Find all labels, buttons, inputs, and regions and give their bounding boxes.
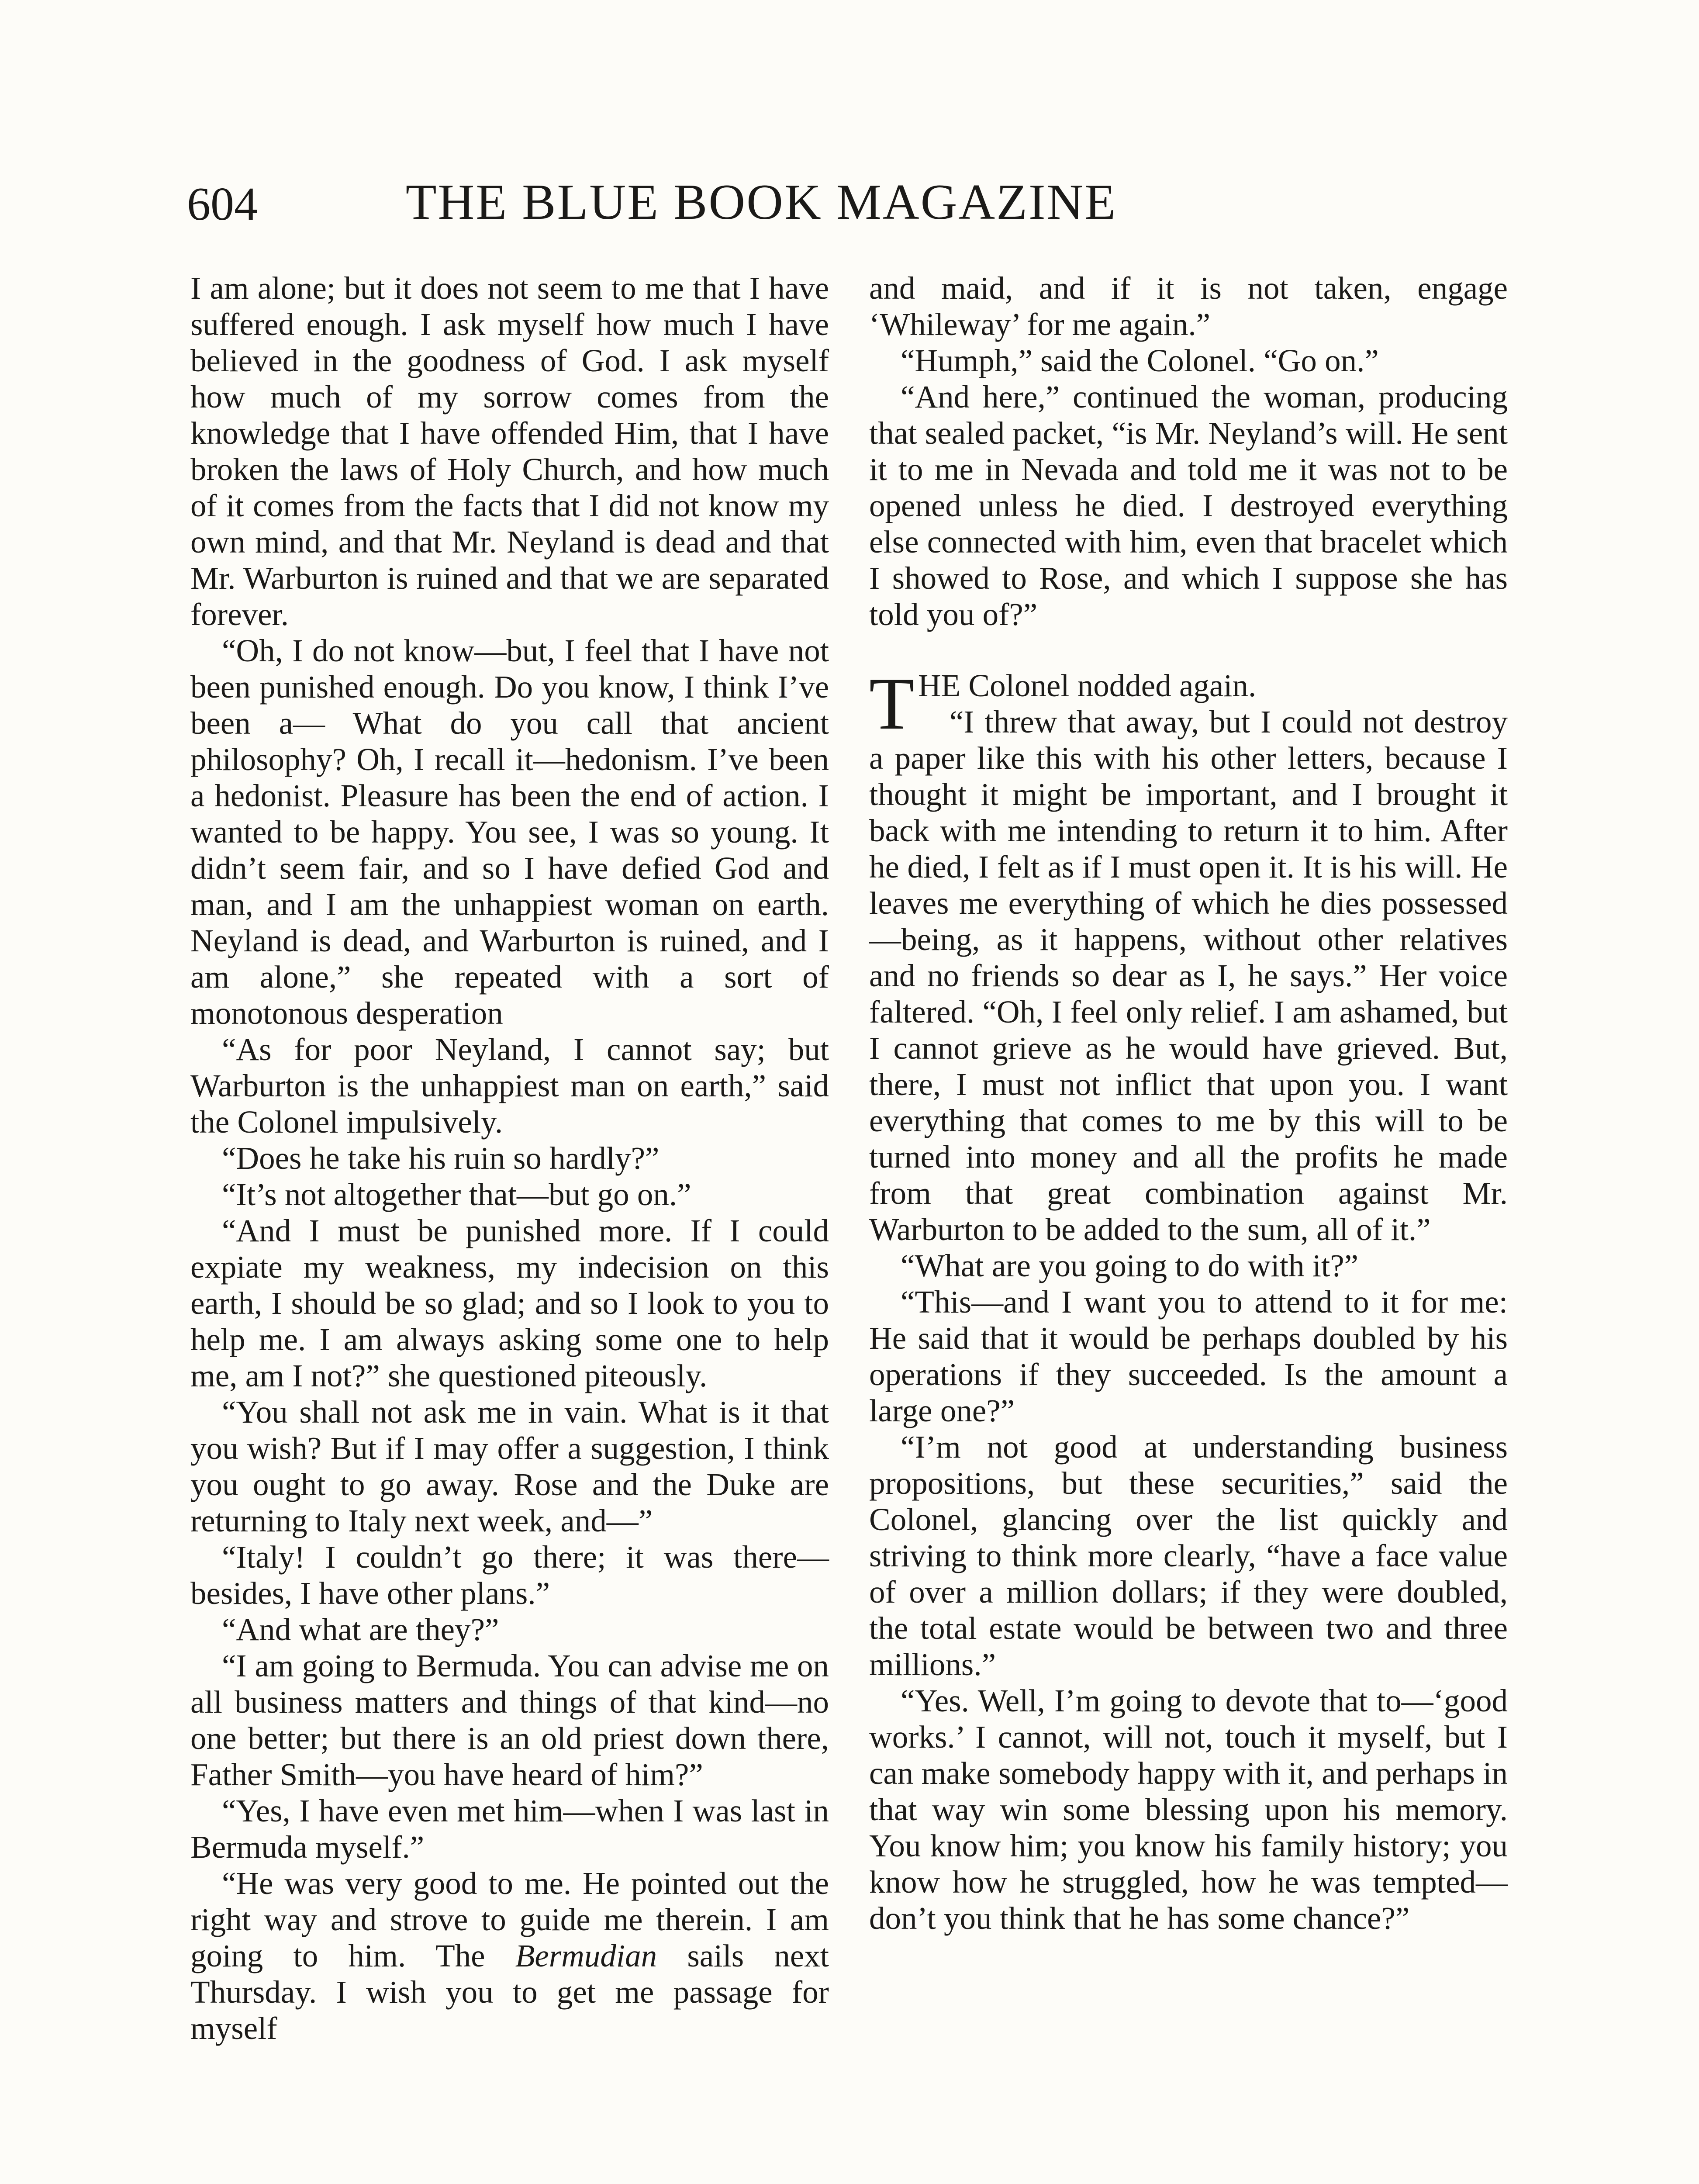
- page-header: [187, 174, 1218, 239]
- paragraph: “And here,” continued the woman, producing that sealed packet, “is Mr. Neyland’s will. He sent it to me in Nevada and told me it was not to be opened unless he died. I destroyed everything else connected with him, even that bracelet which I showed to Rose, and which I suppose she has told you of?”: [869, 379, 1508, 632]
- paragraph: “Oh, I do not know—but, I feel that I have not been punished enough. Do you know, I think I’ve been a— What do you call that ancient philosophy? Oh, I recall it—hedonism. I’ve been a hedonist. Pleasure has been the end of action. I wanted to be happy. You see, I was so young. It didn’t seem fair, and so I have defied God and man, and I am the unhappiest woman on earth. Neyland is dead, and Warburton is ruined, and I am alone,” she repeated with a sort of monotonous desperation: [190, 633, 829, 1031]
- paragraph: “Yes. Well, I’m going to devote that to—‘good works.’ I cannot, will not, touch it myself, but I can make somebody happy with it, and perhaps in that way win some blessing upon his memory. You know him; you know his family history; you know how he struggled, how he was tempted—don’t you think that he has some chance?”: [869, 1683, 1508, 1936]
- paragraph: “You shall not ask me in vain. What is it that you wish? But if I may offer a suggestion, I think you ought to go away. Rose and the Duke are returning to Italy next week, and—”: [190, 1394, 829, 1538]
- paragraph: “Does he take his ruin so hardly?”: [222, 1140, 660, 1176]
- magazine-title: THE BLUE BOOK MAGAZINE: [405, 174, 1117, 230]
- paragraph-text: “He was very good to me. He pointed out the right way and strove to guide me therein. I am going to him. The: [190, 1866, 829, 1973]
- paragraph: “Humph,” said the Colonel. “Go on.”: [901, 343, 1379, 378]
- page-number: 604: [187, 178, 258, 230]
- paragraph-continued: and maid, and if it is not taken, engage ‘Whileway’ for me again.”: [869, 270, 1508, 342]
- left-column: [190, 270, 829, 2046]
- ship-name: Bermudian: [515, 1938, 657, 1973]
- paragraph: “I am going to Bermuda. You can advise me on all business matters and things of that kind—no one better; but there is an old priest down there, Father Smith—you have heard of him?”: [190, 1648, 829, 1792]
- paragraph: “I threw that away, but I could not destroy a paper like this with his other letters, because I thought it might be important, and I brought it back with me intending to return it to him. After he died, I felt as if I must open it. It is his will. He leaves me everything of which he dies possessed—being, as it happens, without other relatives and no friends so dear as I, he says.” Her voice faltered. “Oh, I feel only relief. I am ashamed, but I cannot grieve as he would have grieved. But, there, I must not inflict that upon you. I want everything that comes to me by this will to be turned into money and all the profits he made from that great combination against Mr. Warburton to be added to the sum, all of it.”: [869, 704, 1508, 1247]
- right-column: [869, 270, 1508, 1936]
- paragraph: “What are you going to do with it?”: [901, 1248, 1359, 1283]
- paragraph: “This—and I want you to attend to it for me: He said that it would be perhaps doubled by his operations if they succeeded. Is the amount a large one?”: [869, 1284, 1508, 1428]
- paragraph: “Yes, I have even met him—when I was last in Bermuda myself.”: [190, 1793, 829, 1865]
- paragraph-tail: sails next Thursday. I wish you to get me passage for myself: [190, 1938, 829, 2046]
- drop-cap: T: [869, 663, 915, 745]
- paragraph: “And what are they?”: [222, 1612, 499, 1647]
- paragraph: I am alone; but it does not seem to me that I have suffered enough. I ask myself how much I have believed in the goodness of God. I ask myself how much of my sorrow comes from the knowledge that I have offended Him, that I have broken the laws of Holy Church, and how much of it comes from the facts that I did not know my own mind, and that Mr. Neyland is dead and that Mr. Warburton is ruined and that we are separated forever.: [190, 270, 829, 632]
- paragraph: “It’s not altogether that—but go on.”: [222, 1177, 691, 1212]
- section-opening-text: HE Colonel nodded again.: [918, 668, 1257, 703]
- paragraph: “As for poor Neyland, I cannot say; but Warburton is the unhappiest man on earth,” said the Colonel impulsively.: [190, 1032, 829, 1140]
- paragraph: “I’m not good at understanding business propositions, but these securities,” said the Colonel, glancing over the list quickly and striving to think more clearly, “have a face value of over a million dollars; if they were doubled, the total estate would be between two and three millions.”: [869, 1429, 1508, 1682]
- paragraph: “Italy! I couldn’t go there; it was there—besides, I have other plans.”: [190, 1539, 829, 1611]
- section-opening: [869, 663, 1508, 745]
- paragraph: “And I must be punished more. If I could expiate my weakness, my indecision on this earth, I should be so glad; and so I look to you to help me. I am always asking some one to help me, am I not?” she questioned piteously.: [190, 1213, 829, 1393]
- paragraph-last: [190, 1865, 829, 2046]
